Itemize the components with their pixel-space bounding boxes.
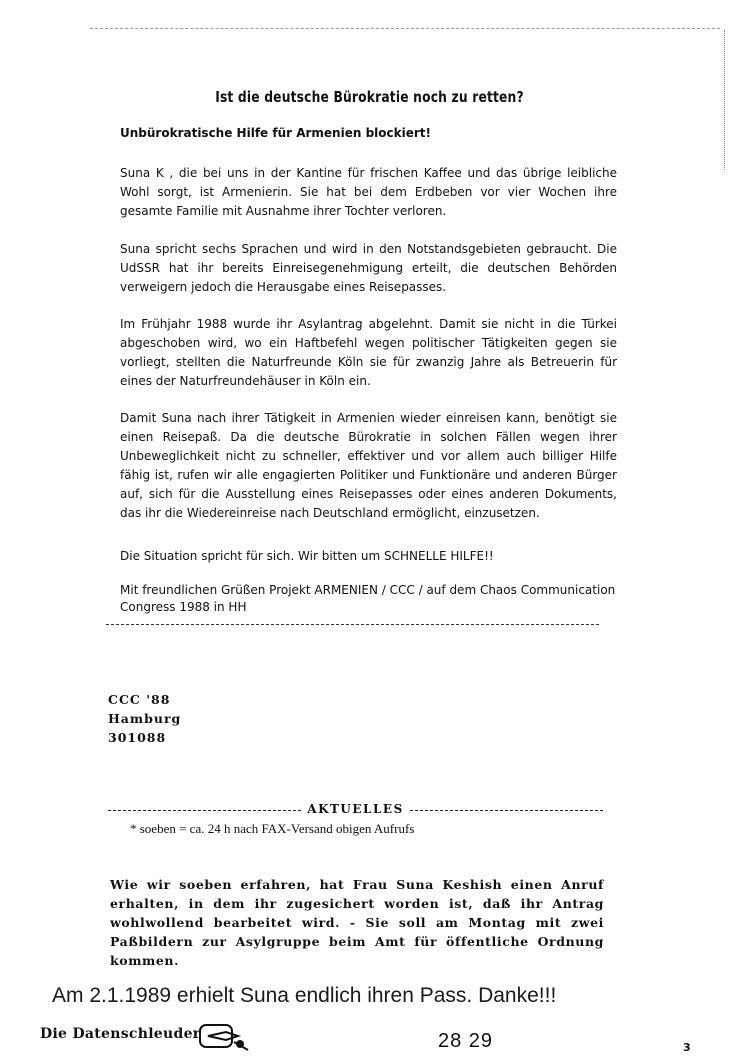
page-numbers: 28 29 — [438, 1030, 494, 1052]
aktuelles-dash-right — [410, 810, 603, 811]
corner-page-number: 3 — [683, 1041, 691, 1054]
paragraph-2: Suna spricht sechs Sprachen und wird in den Notstandsgebieten gebraucht. Die UdSSR hat ihr bereits Einreisegenehmigung erteilt, die deutschen Behörden verweigern jedoch die Herausgabe eines Reisepasses. — [120, 242, 617, 294]
dateline-city: Hamburg — [108, 711, 182, 726]
right-scan-rule — [724, 30, 725, 170]
aktuelles-label: AKTUELLES — [307, 802, 404, 816]
aktuelles-note: * soeben = ca. 24 h nach FAX-Versand obigen Aufrufs — [130, 821, 415, 836]
situation-line: Die Situation spricht für sich. Wir bitten um SCHNELLE HILFE!! — [120, 549, 494, 563]
dateline-date: 301088 — [108, 730, 167, 745]
top-scan-rule — [90, 28, 720, 29]
aktuelles-dash-left — [108, 810, 301, 811]
datenschleuder-logo-icon — [198, 1022, 252, 1052]
paragraph-4: Damit Suna nach ihrer Tätigkeit in Armenien wieder einreisen kann, benötigt sie einen Reisepaß. Da die deutsche Bürokratie in solchen Fällen wegen ihrer Unbeweglichkeit nicht zu schneller, effektiver und vor allem auch billiger Hilfe fähig ist, rufen wir alle engagierten Politiker und Funktionäre und anderen Bürger auf, sich für die Ausstellung eines Reisepasses oder eines anderen Dokuments, das ihr die Wiedereinreise nach Deutschland ermöglicht, einzusetzen. — [120, 411, 617, 520]
aktuelles-text: Wie wir soeben erfahren, hat Frau Suna Keshish einen Anruf erhalten, in dem ihr zugesichert worden ist, daß ihr Antrag wohlwollend bearbeitet wird. - Sie soll am Montag mit zwei Paßbildern zur Asylgruppe beim Amt für öffentliche Ordnung kommen. — [110, 877, 604, 968]
paragraph-3: Im Frühjahr 1988 wurde ihr Asylantrag abgelehnt. Damit sie nicht in die Türkei abgeschoben wird, wo ein Haftbefehl wegen politischer Tätigkeiten gegen sie vorliegt, stellten die Naturfreunde Köln sie für zwanzig Jahre als Betreuerin für eines der Naturfreundehäuser in Köln ein. — [120, 317, 617, 388]
aktuelles-header — [108, 802, 603, 816]
dateline — [108, 690, 181, 747]
subtitle: Unbürokratische Hilfe für Armenien blockiert! — [120, 126, 431, 140]
signature-rule — [106, 624, 599, 625]
paragraph-1: Suna K , die bei uns in der Kantine für frischen Kaffee und das übrige leibliche Wohl sorgt, ist Armenierin. Sie hat bei dem Erdbeben vor vier Wochen ihre gesamte Familie mit Ausnahme ihrer Tochter verloren. — [120, 166, 617, 218]
page-title: Ist die deutsche Bürokratie noch zu retten? — [215, 88, 524, 106]
dateline-event: CCC '88 — [108, 692, 171, 707]
publication-name: Die Datenschleuder — [40, 1026, 201, 1042]
handwritten-note: Am 2.1.1989 erhielt Suna endlich ihren Pass. Danke!!! — [52, 984, 557, 1007]
greeting: Mit freundlichen Grüßen Projekt ARMENIEN / CCC / auf dem Chaos Communication Congress 1988 in HH — [120, 583, 616, 614]
